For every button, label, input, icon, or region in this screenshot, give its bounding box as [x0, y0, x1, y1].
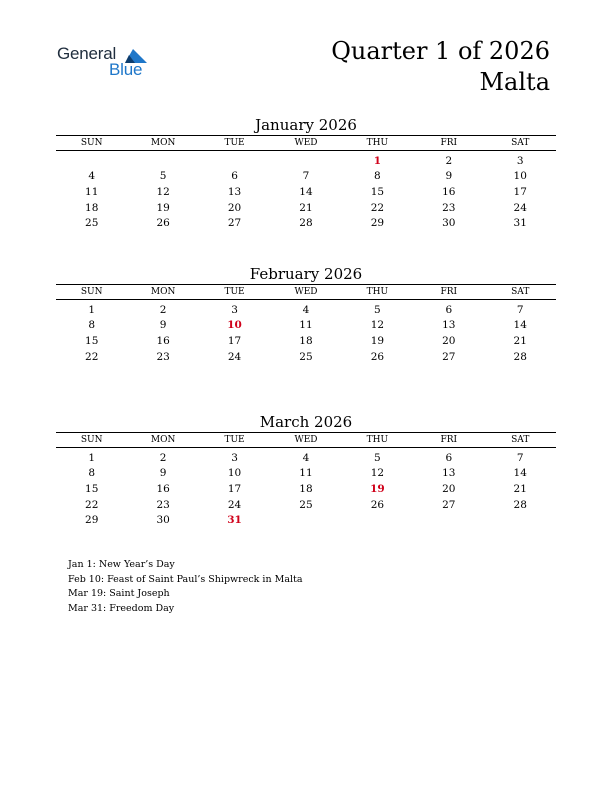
month-title: February 2026 — [249, 265, 363, 283]
day-cell: 31 — [513, 217, 527, 230]
day-cell: 9 — [159, 467, 167, 480]
day-cell: 24 — [227, 498, 242, 511]
day-cell: 2 — [159, 451, 167, 464]
logo-word-blue: Blue — [109, 60, 143, 79]
day-cell: 26 — [156, 217, 170, 230]
day-cell: 3 — [516, 154, 524, 167]
week-row — [56, 200, 556, 216]
weekday-header — [56, 432, 556, 448]
day-cell: 5 — [159, 170, 167, 183]
weekday-label: SUN — [80, 287, 103, 297]
day-cell: 18 — [299, 482, 313, 495]
day-cell: 13 — [442, 467, 456, 480]
day-cell: 3 — [231, 451, 238, 464]
day-cell: 14 — [513, 319, 527, 332]
day-cell: 8 — [88, 319, 96, 332]
day-cell: 15 — [85, 334, 99, 347]
week-row — [56, 481, 556, 497]
month-calendar — [56, 412, 556, 528]
holiday-note: Feb 10: Feast of Saint Paul’s Shipwreck in Malta — [68, 573, 303, 585]
weekday-label: THU — [366, 287, 389, 297]
weekday-label: WED — [294, 287, 318, 297]
weekday-label: SAT — [511, 138, 530, 148]
day-cell: 9 — [159, 319, 167, 332]
month-calendar — [56, 264, 556, 364]
day-cell: 17 — [227, 482, 242, 495]
week-row — [56, 169, 556, 185]
day-cell: 4 — [88, 170, 96, 183]
day-cell: 20 — [442, 482, 456, 495]
day-cell: 6 — [445, 451, 453, 464]
day-cell: 1 — [88, 451, 96, 464]
day-cell: 5 — [374, 451, 381, 464]
weekday-label: TUE — [224, 287, 245, 297]
quarter-title: Quarter 1 of 2026 — [331, 37, 550, 65]
day-cell: 28 — [513, 350, 527, 363]
day-cell: 28 — [513, 498, 527, 511]
day-cell: 26 — [370, 498, 385, 511]
holiday-note: Mar 19: Saint Joseph — [68, 588, 170, 599]
day-cell: 23 — [156, 498, 170, 511]
day-cell: 7 — [516, 451, 524, 464]
day-cell: 11 — [299, 319, 313, 332]
day-cell: 1 — [373, 154, 382, 167]
day-cell: 12 — [370, 467, 385, 480]
week-row — [56, 512, 556, 528]
country-title: Malta — [479, 68, 550, 96]
day-cell: 27 — [227, 217, 242, 230]
day-cell: 14 — [513, 467, 527, 480]
day-cell: 10 — [513, 170, 527, 183]
holiday-notes — [68, 558, 303, 616]
weekday-label: TUE — [224, 138, 245, 148]
weekday-label: THU — [366, 435, 389, 445]
weekday-label: FRI — [440, 138, 458, 148]
day-cell: 13 — [442, 319, 456, 332]
day-cell: 2 — [445, 154, 453, 167]
day-cell: 6 — [231, 170, 238, 183]
day-cell: 16 — [442, 185, 456, 198]
day-cell: 21 — [513, 482, 527, 495]
day-cell: 22 — [85, 350, 99, 363]
day-cell: 17 — [227, 334, 242, 347]
day-cell: 28 — [299, 217, 313, 230]
day-cell: 5 — [374, 303, 381, 316]
weekday-header — [56, 284, 556, 300]
weekday-label: MON — [150, 287, 176, 297]
weekday-label: MON — [150, 435, 176, 445]
day-cell: 4 — [302, 451, 310, 464]
day-cell: 21 — [513, 334, 527, 347]
weekday-label: FRI — [440, 287, 458, 297]
day-cell: 26 — [370, 350, 385, 363]
day-cell: 7 — [516, 303, 524, 316]
holiday-note: Jan 1: New Year’s Day — [68, 559, 175, 570]
weekday-header — [56, 135, 556, 151]
month-title: March 2026 — [259, 413, 353, 431]
weekday-label: WED — [294, 138, 318, 148]
weekday-label: SUN — [80, 138, 103, 148]
day-cell: 10 — [227, 467, 242, 480]
day-cell: 3 — [231, 303, 238, 316]
day-cell: 19 — [370, 482, 385, 495]
weekday-label: WED — [294, 435, 318, 445]
week-row — [56, 450, 556, 466]
day-cell: 30 — [442, 217, 456, 230]
day-cell: 18 — [299, 334, 313, 347]
generalblue-logo — [57, 44, 157, 84]
weekday-label: SUN — [80, 435, 103, 445]
week-row — [56, 184, 556, 200]
day-cell: 15 — [370, 185, 385, 198]
day-cell: 8 — [88, 467, 96, 480]
weekday-label: SAT — [511, 287, 530, 297]
day-cell: 23 — [156, 350, 170, 363]
day-cell: 25 — [299, 350, 313, 363]
day-cell: 12 — [156, 185, 170, 198]
day-cell: 29 — [85, 514, 99, 527]
week-row — [56, 497, 556, 513]
week-row — [56, 318, 556, 334]
weekday-label: MON — [150, 138, 176, 148]
day-cell: 11 — [299, 467, 313, 480]
day-cell: 15 — [85, 482, 99, 495]
day-cell: 4 — [302, 303, 310, 316]
month-calendar — [56, 115, 556, 231]
day-cell: 13 — [227, 185, 242, 198]
week-row — [56, 215, 556, 231]
day-cell: 29 — [370, 217, 385, 230]
day-cell: 11 — [85, 185, 99, 198]
day-cell: 1 — [88, 303, 96, 316]
week-row — [56, 466, 556, 482]
day-cell: 17 — [513, 185, 527, 198]
day-cell: 20 — [227, 201, 242, 214]
day-cell: 10 — [227, 319, 242, 332]
week-row — [56, 349, 556, 365]
day-cell: 6 — [445, 303, 453, 316]
day-cell: 20 — [442, 334, 456, 347]
day-cell: 16 — [156, 482, 170, 495]
weekday-label: SAT — [511, 435, 530, 445]
weekday-label: FRI — [440, 435, 458, 445]
holiday-note: Mar 31: Freedom Day — [68, 602, 175, 614]
day-cell: 24 — [227, 350, 242, 363]
day-cell: 14 — [299, 185, 313, 198]
day-cell: 9 — [445, 170, 453, 183]
day-cell: 18 — [85, 201, 99, 214]
day-cell: 2 — [159, 303, 167, 316]
day-cell: 22 — [370, 201, 385, 214]
day-cell: 22 — [85, 498, 99, 511]
day-cell: 25 — [299, 498, 313, 511]
week-row — [56, 302, 556, 318]
day-cell: 30 — [156, 514, 170, 527]
day-cell: 12 — [370, 319, 385, 332]
day-cell: 24 — [513, 201, 527, 214]
weekday-label: THU — [366, 138, 389, 148]
logo-word-general: General — [57, 44, 117, 63]
day-cell: 16 — [156, 334, 170, 347]
weekday-label: TUE — [224, 435, 245, 445]
day-cell: 19 — [370, 334, 385, 347]
day-cell: 7 — [302, 170, 310, 183]
day-cell: 27 — [442, 498, 456, 511]
page-title — [331, 36, 550, 98]
day-cell: 27 — [442, 350, 456, 363]
day-cell: 21 — [299, 201, 313, 214]
day-cell: 25 — [85, 217, 99, 230]
month-title: January 2026 — [255, 116, 357, 134]
week-row — [56, 153, 556, 169]
day-cell: 23 — [442, 201, 456, 214]
day-cell: 31 — [227, 514, 242, 527]
day-cell: 19 — [156, 201, 170, 214]
week-row — [56, 333, 556, 349]
day-cell: 8 — [374, 170, 381, 183]
